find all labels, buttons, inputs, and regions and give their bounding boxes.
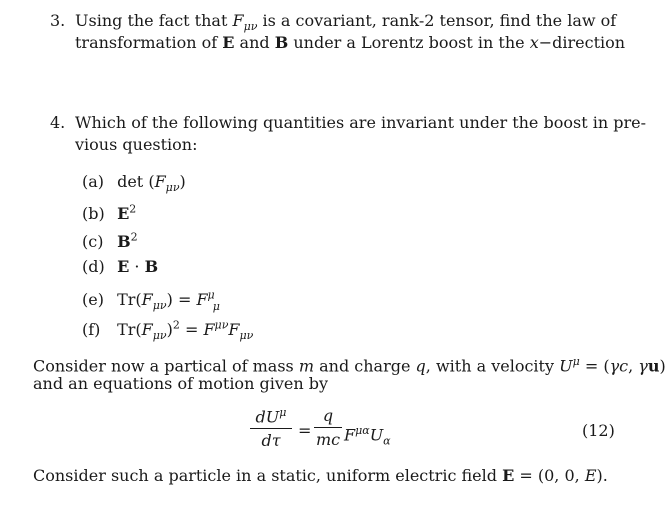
- problem-4-line-2: vious question:: [75, 135, 198, 154]
- problem-3-number: 3.: [50, 11, 66, 30]
- item-d-label: (d): [82, 257, 105, 276]
- equation-lhs-fraction-bar: [250, 428, 292, 429]
- item-f-label: (f): [82, 320, 101, 340]
- list-item-a: (a) $\det (F_{\mu\nu})$: [82, 172, 186, 195]
- equation-rhs-denominator: mc: [316, 430, 341, 449]
- equation-rhs-fraction: [314, 406, 342, 449]
- equation-equals: =: [298, 421, 312, 440]
- equation-rhs-numerator: q: [322, 406, 334, 425]
- paragraph-1-line-2: and an equations of motion given by: [33, 374, 328, 393]
- list-item-b: (b) $E^2$: [82, 203, 137, 224]
- equation-lhs-fraction: [250, 406, 292, 450]
- list-item-c: (c) $B^2$: [82, 231, 138, 252]
- item-c-label: (c): [82, 232, 104, 252]
- equation-number: (12): [582, 421, 615, 440]
- paragraph-1-line-1: Consider now a partical of mass m and charge q, with a velocity $U^\mu = (\gamma c$, γu): [33, 355, 666, 376]
- list-item-d: (d) E · B: [82, 257, 159, 276]
- equation-lhs-numerator: $dU^\mu$: [255, 406, 287, 427]
- equation-lhs-denominator: dτ: [261, 431, 281, 451]
- problem-4-number: 4.: [50, 113, 66, 132]
- item-a-label: (a): [82, 172, 105, 191]
- item-e-label: (e): [82, 290, 104, 310]
- list-item-f: (f) $Tr(F_{\mu\nu})^2 = F^{\mu\nu}F_{\mu\nu}$: [82, 319, 254, 343]
- problem-4-line-1: Which of the following quantities are invariant under the boost in pre-: [75, 113, 646, 132]
- equation-rhs-tensor: $F^{\mu\alpha}U_\alpha$: [344, 424, 391, 448]
- problem-3-line-2: transformation of E and B under a Lorentz boost in the x−direction: [75, 33, 626, 52]
- item-b-label: (b): [82, 204, 105, 224]
- problem-3-line-1: Using the fact that $F_{\mu\nu}$ is a covariant, rank-2 tensor, find the law of: [75, 11, 617, 34]
- paragraph-2-line-1: Consider such a particle in a static, uniform electric field E = (0, 0, E).: [33, 466, 608, 485]
- equation-rhs-fraction-bar: [314, 427, 342, 428]
- list-item-e: (e) $Tr(F_{\mu\nu}) = F^\mu_\mu$: [82, 289, 220, 313]
